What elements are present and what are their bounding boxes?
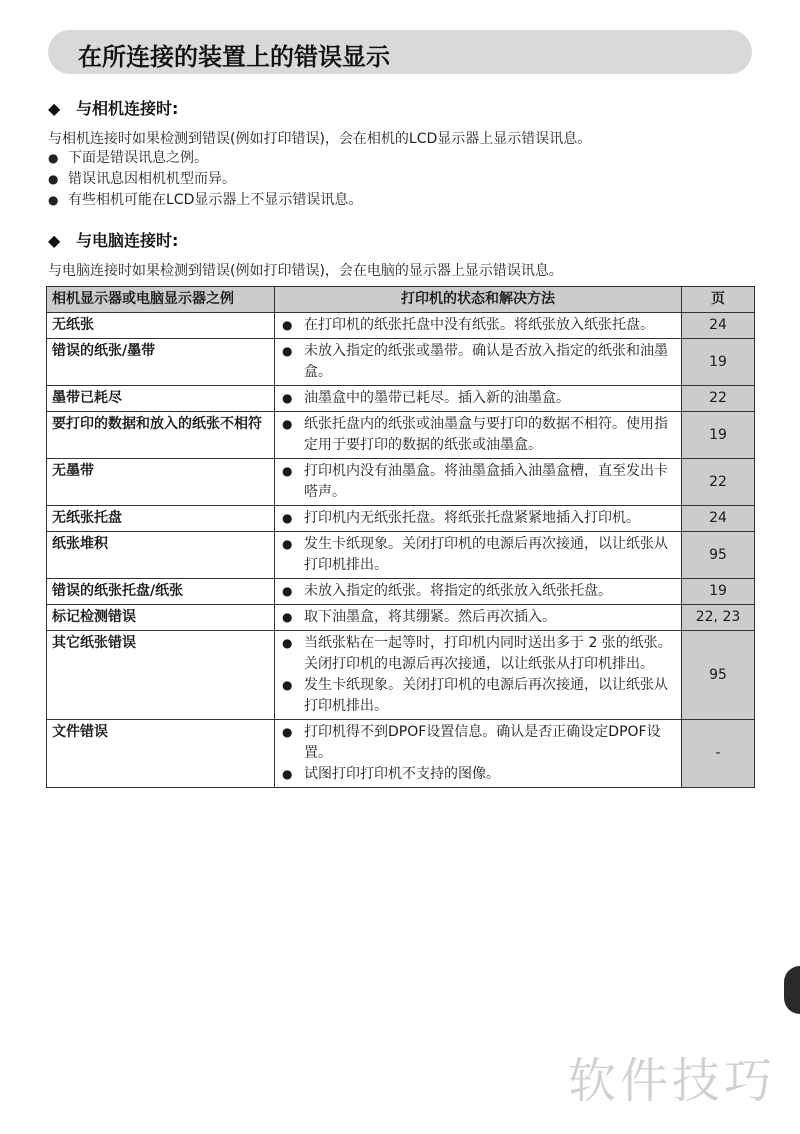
bullet-dot-icon: ● [282, 767, 293, 781]
table-header-row [47, 287, 755, 313]
solution-cell [275, 386, 682, 412]
bullet-dot-icon: ● [282, 318, 293, 332]
error-example-cell: 无墨带 [47, 459, 275, 506]
camera-section-heading: ◆ 与相机连接时: [48, 99, 179, 118]
solution-cell [275, 339, 682, 386]
list-item: ● 错误讯息因相机机型而异。 [48, 169, 362, 190]
solution-item: ● 在打印机的纸张托盘中没有纸张。将纸张放入纸张托盘。 [280, 315, 676, 336]
camera-bullet-list [48, 148, 362, 211]
solution-item: ● 打印机内无纸张托盘。将纸张托盘紧紧地插入打印机。 [280, 508, 676, 529]
solution-cell [275, 506, 682, 532]
page-number-cell: 19 [682, 412, 755, 459]
column-header-example: 相机显示器或电脑显示器之例 [47, 287, 275, 313]
bullet-dot-icon: ● [282, 511, 293, 525]
table-row [47, 605, 755, 631]
page-number-cell: 19 [682, 339, 755, 386]
column-header-solution: 打印机的状态和解决方法 [275, 287, 682, 313]
page-number-cell: 95 [682, 532, 755, 579]
solution-cell [275, 720, 682, 788]
solution-item: ● 发生卡纸现象。关闭打印机的电源后再次接通，以让纸张从打印机排出。 [282, 536, 668, 573]
table-row [47, 412, 755, 459]
watermark: 软件技巧 [568, 1053, 777, 1109]
solution-cell [275, 459, 682, 506]
solution-item: ● 取下油墨盒，将其绷紧。然后再次插入。 [280, 607, 676, 628]
column-header-page: 页 [682, 287, 755, 313]
table-row [47, 506, 755, 532]
error-example-cell: 错误的纸张/墨带 [47, 339, 275, 386]
solution-cell [275, 412, 682, 459]
bullet-dot-icon: ● [48, 151, 59, 165]
error-example-cell: 标记检测错误 [47, 605, 275, 631]
solution-item: ● 当纸张粘在一起等时，打印机内同时送出多于 2 张的纸张。关闭打印机的电源后再次接通，以让纸张从打印机排出。 [282, 635, 672, 672]
bullet-dot-icon: ● [282, 678, 293, 692]
page-title: 在所连接的装置上的错误显示 [78, 43, 390, 71]
table-row [47, 579, 755, 605]
error-example-cell: 墨带已耗尽 [47, 386, 275, 412]
bullet-dot-icon: ● [282, 464, 293, 478]
table-row [47, 720, 755, 788]
page-number-cell: - [682, 720, 755, 788]
error-example-cell: 无纸张 [47, 313, 275, 339]
error-example-cell: 要打印的数据和放入的纸张不相符 [47, 412, 275, 459]
list-item: ● 有些相机可能在LCD显示器上不显示错误讯息。 [48, 190, 362, 211]
bullet-dot-icon: ● [282, 636, 293, 650]
table-row [47, 459, 755, 506]
computer-intro: 与电脑连接时如果检测到错误(例如打印错误)，会在电脑的显示器上显示错误讯息。 [48, 263, 563, 279]
computer-section-heading: ◆ 与电脑连接时: [48, 231, 179, 250]
table-row [47, 313, 755, 339]
page-number-cell: 22, 23 [682, 605, 755, 631]
error-example-cell: 其它纸张错误 [47, 631, 275, 720]
solution-item: ● 打印机内没有油墨盒。将油墨盒插入油墨盒槽，直至发出卡嗒声。 [282, 463, 668, 500]
error-example-cell: 错误的纸张托盘/纸张 [47, 579, 275, 605]
page-number-cell: 95 [682, 631, 755, 720]
solution-item: ● 油墨盒中的墨带已耗尽。插入新的油墨盒。 [280, 388, 676, 409]
solution-item: ● 纸张托盘内的纸张或油墨盒与要打印的数据不相符。使用指定用于要打印的数据的纸张或油墨盒。 [282, 416, 668, 453]
chapter-tab-marker [784, 966, 800, 1014]
bullet-dot-icon: ● [282, 610, 293, 624]
error-example-cell: 无纸张托盘 [47, 506, 275, 532]
page-number-cell: 19 [682, 579, 755, 605]
page-number-cell: 22 [682, 386, 755, 412]
diamond-bullet-icon: ◆ [48, 231, 61, 250]
bullet-dot-icon: ● [282, 417, 293, 431]
table-row [47, 631, 755, 720]
solution-cell [275, 579, 682, 605]
solution-cell [275, 532, 682, 579]
bullet-dot-icon: ● [282, 584, 293, 598]
bullet-dot-icon: ● [282, 344, 293, 358]
solution-item: ● 试图打印打印机不支持的图像。 [280, 764, 676, 785]
error-example-cell: 文件错误 [47, 720, 275, 788]
list-item: ● 下面是错误讯息之例。 [48, 148, 362, 169]
solution-cell [275, 605, 682, 631]
bullet-dot-icon: ● [282, 391, 293, 405]
solution-item: ● 未放入指定的纸张。将指定的纸张放入纸张托盘。 [280, 581, 676, 602]
page-number-cell: 22 [682, 459, 755, 506]
solution-cell [275, 631, 682, 720]
bullet-dot-icon: ● [282, 537, 293, 551]
camera-intro: 与相机连接时如果检测到错误(例如打印错误)，会在相机的LCD显示器上显示错误讯息。 [48, 131, 592, 147]
solution-item: ● 发生卡纸现象。关闭打印机的电源后再次接通，以让纸张从打印机排出。 [282, 677, 668, 714]
table-row [47, 339, 755, 386]
table-row [47, 532, 755, 579]
table-body [47, 313, 755, 788]
bullet-dot-icon: ● [48, 193, 59, 207]
diamond-bullet-icon: ◆ [48, 99, 61, 118]
error-table [46, 286, 755, 788]
solution-cell [275, 313, 682, 339]
table-row [47, 386, 755, 412]
bullet-dot-icon: ● [282, 725, 293, 739]
bullet-dot-icon: ● [48, 172, 59, 186]
solution-item: ● 未放入指定的纸张或墨带。确认是否放入指定的纸张和油墨盒。 [282, 343, 668, 380]
page-number-cell: 24 [682, 506, 755, 532]
error-example-cell: 纸张堆积 [47, 532, 275, 579]
page-number-cell: 24 [682, 313, 755, 339]
solution-item: ● 打印机得不到DPOF设置信息。确认是否正确设定DPOF设置。 [282, 724, 661, 761]
page-title-bar [48, 30, 752, 74]
